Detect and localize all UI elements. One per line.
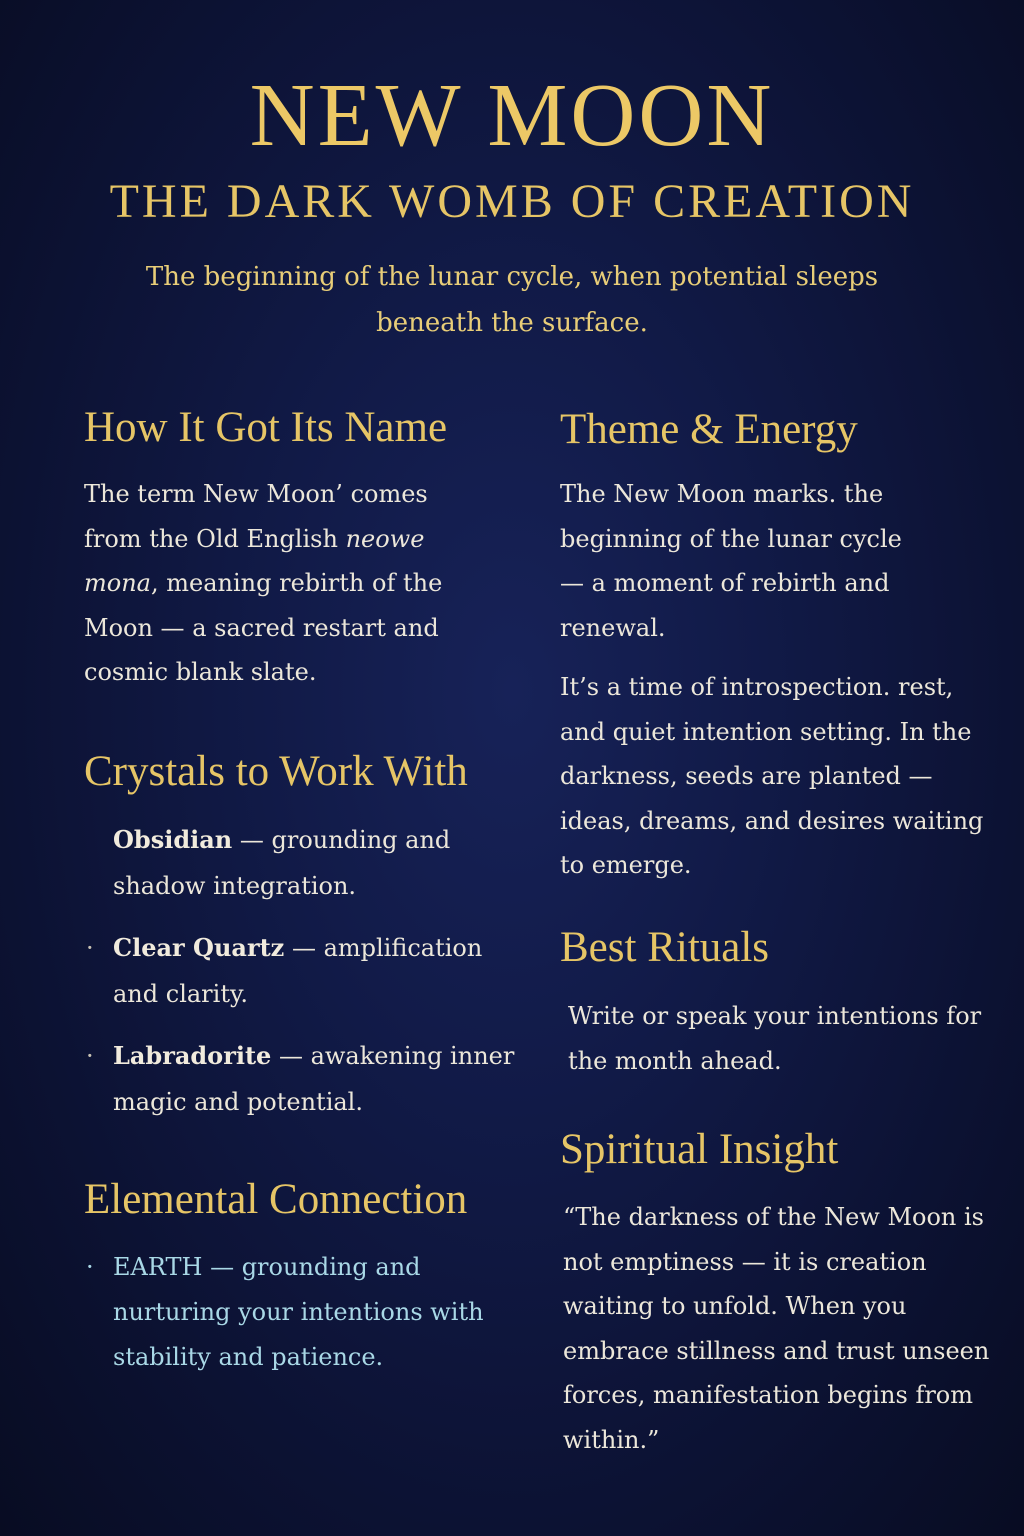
theme-heading: Theme & Energy <box>560 406 858 453</box>
name-origin-heading: How It Got Its Name <box>84 404 448 451</box>
crystal-name: Labradorite <box>113 1041 272 1070</box>
crystal-name: Obsidian <box>113 825 233 854</box>
crystals-heading: Crystals to Work With <box>84 748 468 795</box>
name-origin-text-end: , meaning rebirth of the Moon — a sacred restart and cosmic blank slate. <box>84 569 443 686</box>
crystal-description: — grounding and shadow integration. <box>113 826 451 900</box>
bullet-icon: · <box>86 934 94 962</box>
element-description: EARTH — grounding and nurturing your intentions with stability and patience. <box>113 1253 484 1371</box>
page-tagline: The beginning of the lunar cycle, when potential sleeps beneath the surface. <box>145 262 879 338</box>
bullet-icon: · <box>86 1042 94 1070</box>
crystal-description: — awakening inner magic and potential. <box>113 1042 515 1116</box>
elemental-heading: Elemental Connection <box>84 1176 468 1223</box>
insight-quote: “The darkness of the New Moon is not emptiness — it is creation waiting to unfold. When you embrace stillness and trust unseen forces, manifestation begins from within.” <box>563 1203 990 1454</box>
crystal-item-clear-quartz <box>84 925 524 1017</box>
old-english-term: neowe mona <box>84 524 425 597</box>
element-item-earth <box>84 1245 534 1380</box>
theme-paragraph-1: The New Moon marks. the beginning of the lunar cycle — a moment of rebirth and renewal. <box>560 480 902 642</box>
bullet-icon: · <box>86 1253 94 1281</box>
page-title: NEW MOON <box>249 66 775 165</box>
crystal-item-labradorite <box>84 1033 524 1125</box>
crystal-item-obsidian <box>84 817 524 909</box>
name-origin-text-start: The term New Moon’ comes from the Old English <box>84 480 428 553</box>
name-origin-text <box>84 472 484 695</box>
insight-heading: Spiritual Insight <box>560 1126 839 1173</box>
crystal-name: Clear Quartz <box>113 933 285 962</box>
crystal-description: — amplification and clarity. <box>113 934 483 1008</box>
rituals-heading: Best Rituals <box>560 924 770 971</box>
rituals-text: Write or speak your intentions for the month ahead. <box>568 1002 982 1075</box>
theme-paragraph-2: It’s a time of introspection. rest, and quiet intention setting. In the darkness, seeds are planted — ideas, dreams, and desires waiting to emerge. <box>560 673 984 879</box>
page-subtitle: THE DARK WOMB OF CREATION <box>109 175 915 228</box>
